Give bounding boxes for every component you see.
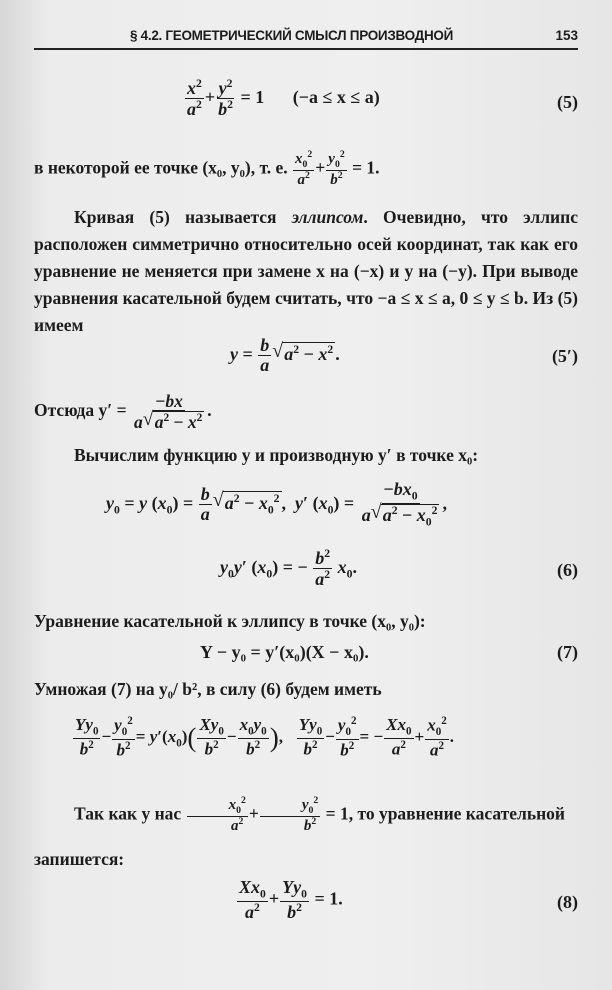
equation-y0: $y_0 = y$ $(x_0)$ = $\frac{b}{a}$ √ $a^2 - x_0^2$ , y′ $(x_0)$ = $\frac{-bx_0}{a√ a^2 - x_0^2}$ , <box>34 480 578 540</box>
equation-6: $y_0y'$ $(x_0)$ = − $\frac{b^2}{a^2}$ $x_0$. (6) <box>220 547 578 589</box>
since-line: Так как у нас $\frac{x_0^2}{a^2}$ + $\frac{y_0^2}{b^2}$ = 1, то уравнение касательной <box>74 795 565 835</box>
compute-line: Вычислим функцию y и производную y′ в точке x₀: <box>74 445 479 465</box>
equation-8: $\frac{Xx_0}{a^2}$ + $\frac{Yy_0}{b^2}$ = 1. (8) <box>239 877 578 922</box>
page-number: 153 <box>555 28 578 43</box>
equation-5-range: (−a ≤ x ≤ a) <box>292 86 380 107</box>
ellipse-term: эллипсом <box>291 207 364 227</box>
equation-multiplied: $\frac{Yy_0}{b^2}$ − $\frac{y_0^2}{b^2}$ = $y'(x_0)$( $\frac{Xy_0}{b^2}$ − $\frac{x_0y_0}{b^2}$ ), $\frac{Yy_0}{b^2}$ − $\frac{y_0^2}{b^2}$ = − $\frac{Xx_0}{a^2}$ + $\frac{x_0^2}{a^2}$ . <box>75 715 455 760</box>
equation-5: $\frac{x^2}{a^2}$ + $\frac{y^2}{b^2}$ = 1 (−a ≤ x ≤ a) (5) <box>187 77 578 119</box>
point-line: в некоторой ее точке (x₀, y₀), т. е. $\frac{x_0^2}{a^2}$ + $\frac{y_0^2}{b^2}$ = 1. <box>34 149 380 189</box>
equation-7 <box>34 642 578 670</box>
hence-line: Отсюда y′ = $\frac{-bx}{a√ a^2 - x^2}$ . <box>34 392 578 432</box>
header-title: § 4.2. ГЕОМЕТРИЧЕСКИЙ СМЫСЛ ПРОИЗВОДНОЙ <box>130 28 453 43</box>
since-text-end: = 1, то уравнение касательной <box>325 803 565 824</box>
equation-5-number: (5) <box>557 92 578 112</box>
equation-7-number: (7) <box>557 642 578 662</box>
equation-8-number: (8) <box>557 892 578 912</box>
since-text-start: Так как у нас <box>74 803 182 824</box>
running-header <box>34 24 578 50</box>
hence-label: Отсюда y′ = <box>34 400 127 421</box>
equation-5-prime-number: (5′) <box>551 346 578 366</box>
ellipse-paragraph-start: Кривая (5) называется <box>74 207 292 227</box>
point-line-text: в некоторой ее точке (x₀, y₀), т. е. <box>34 157 288 178</box>
ellipse-paragraph-end: . Очевидно, что эллипс расположен симметрично относительно осей координат, так как его уравнение не меняется при замене x на (−x) и y на (−y). При выводе уравнения касательной будем считать, что −a ≤ x ≤ a, 0 ≤ y ≤ b. Из (5) имеем <box>34 207 578 335</box>
equation-6-number: (6) <box>557 560 578 580</box>
equation-5-prime: y = $\frac{b}{a}$ √ $a^2 - x^2$ . (5′) <box>34 336 578 386</box>
ellipse-paragraph <box>34 204 578 339</box>
written-line: запишется: <box>34 849 125 869</box>
tangent-line: Уравнение касательной к эллипсу в точке (x₀, y₀): <box>34 611 426 631</box>
equation-7-formula: Y − y₀ = y′(x₀)(X − x₀). <box>200 642 369 662</box>
multiply-line: Умножая (7) на y₀/ b², в силу (6) будем иметь <box>34 679 382 699</box>
